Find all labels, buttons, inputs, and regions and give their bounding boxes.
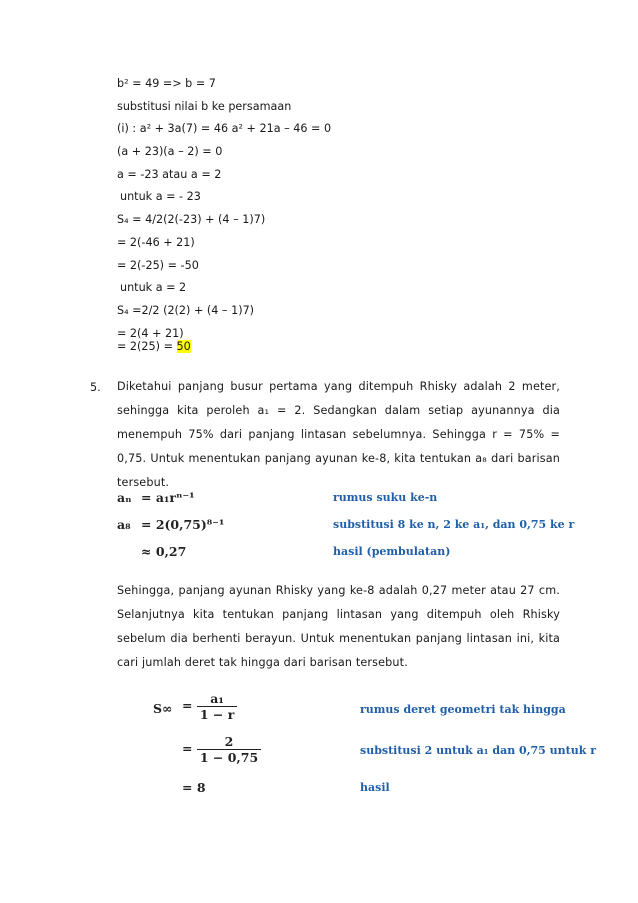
work-line-5: a = -23 atau a = 2 [117, 168, 222, 181]
s2-expression [182, 734, 261, 765]
work-line-9: = 2(-25) = -50 [117, 259, 199, 272]
highlighted-answer: 50 [176, 340, 191, 353]
work-line-8: = 2(-46 + 21) [117, 236, 195, 249]
work-line-4: (a + 23)(a – 2) = 0 [117, 145, 223, 158]
work-line-7: S₄ = 4/2(2(-23) + (4 – 1)7) [117, 213, 266, 226]
eq1-lhs: aₙ [117, 490, 132, 505]
work-line-13-prefix: = 2(25) = [117, 340, 177, 353]
work-line-13 [117, 340, 191, 354]
eq3-note: hasil (pembulatan) [333, 545, 451, 558]
s2-note: substitusi 2 untuk a₁ dan 0,75 untuk r [360, 744, 596, 757]
item-number: 5. [90, 381, 101, 394]
s1-denominator: 1 − r [199, 707, 235, 722]
work-line-11: S₄ =2/2 (2(2) + (4 – 1)7) [117, 304, 255, 317]
work-line-6: untuk a = - 23 [120, 190, 201, 203]
s1-equals: = [182, 698, 193, 713]
s1-fraction [197, 691, 237, 722]
work-line-2: substitusi nilai b ke persamaan [117, 100, 292, 113]
s1-expression [182, 691, 237, 722]
s2-numerator: 2 [197, 734, 261, 750]
eq2-note: substitusi 8 ke n, 2 ke a₁, dan 0,75 ke r [333, 518, 575, 531]
work-line-3: (i) : a² + 3a(7) = 46 a² + 21a – 46 = 0 [117, 122, 332, 135]
eq2-lhs: a₈ [117, 517, 131, 532]
s2-equals: = [182, 741, 193, 756]
s3-note: hasil [360, 781, 390, 794]
s2-denominator: 1 − 0,75 [199, 750, 259, 765]
eq3-rhs: ≈ 0,27 [141, 544, 187, 559]
eq2-rhs: = 2(0,75)⁸⁻¹ [141, 517, 225, 532]
eq1-note: rumus suku ke-n [333, 491, 438, 504]
work-line-12: = 2(4 + 21) [117, 327, 184, 340]
s-infinity-lhs: S∞ [153, 701, 173, 716]
item5-paragraph-1: Diketahui panjang busur pertama yang ditempuh Rhisky adalah 2 meter, sehingga kita peroleh a₁ = 2. Sedangkan dalam setiap ayunannya dia menempuh 75% dari panjang lintasan sebelumnya. Sehingga r = 75% = 0,75. Untuk menentukan panjang ayunan ke-8, kita tentukan a₈ dari barisan tersebut. [117, 380, 560, 489]
s2-fraction [197, 734, 261, 765]
work-line-10: untuk a = 2 [120, 281, 187, 294]
s3-result: = 8 [182, 780, 206, 795]
work-line-1: b² = 49 => b = 7 [117, 77, 216, 90]
s1-note: rumus deret geometri tak hingga [360, 703, 566, 716]
eq1-rhs: = a₁rⁿ⁻¹ [141, 490, 195, 505]
s1-numerator: a₁ [197, 691, 237, 707]
item5-paragraph-2: Sehingga, panjang ayunan Rhisky yang ke-8 adalah 0,27 meter atau 27 cm. Selanjutnya kita tentukan panjang lintasan yang ditempuh oleh Rhisky sebelum dia berhenti berayun. Untuk menentukan panjang lintasan ini, kita cari jumlah deret tak hingga dari barisan tersebut. [117, 584, 560, 669]
